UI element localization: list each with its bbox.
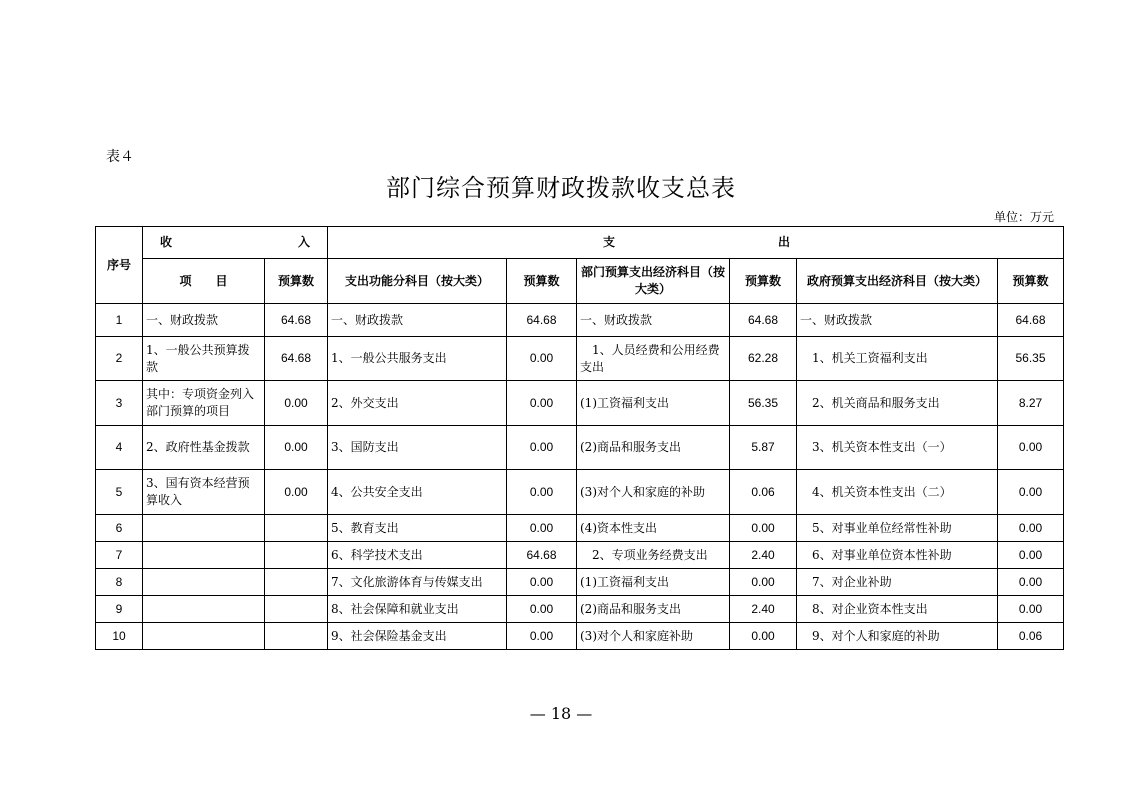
cell-seq: 9: [96, 596, 143, 623]
cell-function-amount: 0.00: [507, 515, 577, 542]
header-func-class: 支出功能分科目（按大类）: [328, 259, 507, 304]
cell-function-amount: 0.00: [507, 596, 577, 623]
cell-gov-econ-item: 8、对企业资本性支出: [797, 596, 998, 623]
cell-function-item: 7、文化旅游体育与传媒支出: [328, 569, 507, 596]
cell-dept-econ-item: (3)对个人和家庭的补助: [577, 470, 730, 515]
cell-function-item: 一、财政拨款: [328, 304, 507, 337]
cell-income-amount: [265, 623, 328, 650]
header-dept-budget: 预算数: [730, 259, 797, 304]
cell-dept-econ-amount: 0.00: [730, 623, 797, 650]
cell-function-item: 5、教育支出: [328, 515, 507, 542]
cell-gov-econ-amount: 0.00: [998, 569, 1064, 596]
income-group-left: 收: [160, 235, 173, 249]
cell-function-item: 4、公共安全支出: [328, 470, 507, 515]
cell-dept-econ-amount: 5.87: [730, 426, 797, 470]
cell-seq: 8: [96, 569, 143, 596]
table-row: [96, 470, 1064, 515]
cell-gov-econ-item: 7、对企业补助: [797, 569, 998, 596]
cell-dept-econ-amount: 0.00: [730, 515, 797, 542]
budget-table: [95, 226, 1064, 650]
cell-income-item: 1、一般公共预算拨款: [143, 337, 265, 381]
header-seq: 序号: [96, 227, 143, 304]
cell-gov-econ-amount: 56.35: [998, 337, 1064, 381]
cell-income-amount: 64.68: [265, 337, 328, 381]
cell-function-amount: 0.00: [507, 623, 577, 650]
cell-income-item: [143, 515, 265, 542]
cell-function-item: 1、一般公共服务支出: [328, 337, 507, 381]
cell-income-item: 其中：专项资金列入部门预算的项目: [143, 381, 265, 426]
cell-gov-econ-item: 4、机关资本性支出（二）: [797, 470, 998, 515]
cell-gov-econ-item: 1、机关工资福利支出: [797, 337, 998, 381]
cell-dept-econ-amount: 0.00: [730, 569, 797, 596]
cell-function-amount: 0.00: [507, 470, 577, 515]
table-row: [96, 337, 1064, 381]
cell-seq: 1: [96, 304, 143, 337]
cell-income-amount: [265, 569, 328, 596]
page-number: — 18 —: [529, 704, 593, 723]
cell-function-amount: 64.68: [507, 304, 577, 337]
cell-dept-econ-item: (1)工资福利支出: [577, 569, 730, 596]
header-row-columns: [96, 259, 1064, 304]
cell-income-amount: [265, 596, 328, 623]
cell-seq: 6: [96, 515, 143, 542]
cell-income-item: 2、政府性基金拨款: [143, 426, 265, 470]
cell-gov-econ-item: 6、对事业单位资本性补助: [797, 542, 998, 569]
cell-gov-econ-amount: 8.27: [998, 381, 1064, 426]
page-title: 部门综合预算财政拨款收支总表: [386, 174, 736, 202]
header-gov-budget: 预算数: [998, 259, 1064, 304]
cell-gov-econ-amount: 0.00: [998, 470, 1064, 515]
cell-seq: 7: [96, 542, 143, 569]
cell-dept-econ-item: (2)商品和服务支出: [577, 596, 730, 623]
cell-income-item: [143, 542, 265, 569]
cell-seq: 3: [96, 381, 143, 426]
cell-seq: 2: [96, 337, 143, 381]
cell-dept-econ-item: 一、财政拨款: [577, 304, 730, 337]
cell-income-amount: [265, 542, 328, 569]
cell-function-item: 3、国防支出: [328, 426, 507, 470]
income-group-right: 入: [297, 235, 310, 249]
table-row: [96, 569, 1064, 596]
cell-dept-econ-amount: 62.28: [730, 337, 797, 381]
cell-gov-econ-item: 9、对个人和家庭的补助: [797, 623, 998, 650]
cell-income-item: 一、财政拨款: [143, 304, 265, 337]
cell-dept-econ-amount: 56.35: [730, 381, 797, 426]
header-row-group: [96, 227, 1064, 259]
cell-gov-econ-amount: 64.68: [998, 304, 1064, 337]
cell-income-amount: 0.00: [265, 381, 328, 426]
cell-seq: 10: [96, 623, 143, 650]
table-row: [96, 542, 1064, 569]
cell-seq: 5: [96, 470, 143, 515]
cell-gov-econ-item: 5、对事业单位经常性补助: [797, 515, 998, 542]
cell-function-amount: 64.68: [507, 542, 577, 569]
cell-function-item: 8、社会保障和就业支出: [328, 596, 507, 623]
table-row: [96, 426, 1064, 470]
cell-function-amount: 0.00: [507, 381, 577, 426]
cell-gov-econ-amount: 0.00: [998, 426, 1064, 470]
cell-gov-econ-amount: 0.00: [998, 515, 1064, 542]
cell-income-item: [143, 623, 265, 650]
cell-income-amount: [265, 515, 328, 542]
expense-group-right: 出: [778, 235, 791, 249]
header-item: 项 目: [143, 259, 265, 304]
cell-gov-econ-item: 一、财政拨款: [797, 304, 998, 337]
table-row: [96, 381, 1064, 426]
cell-gov-econ-amount: 0.06: [998, 623, 1064, 650]
cell-dept-econ-amount: 64.68: [730, 304, 797, 337]
cell-gov-econ-amount: 0.00: [998, 542, 1064, 569]
expense-group-left: 支: [603, 235, 616, 249]
cell-income-amount: 64.68: [265, 304, 328, 337]
cell-dept-econ-item: (2)商品和服务支出: [577, 426, 730, 470]
cell-dept-econ-item: 2、专项业务经费支出: [577, 542, 730, 569]
cell-function-amount: 0.00: [507, 337, 577, 381]
cell-seq: 4: [96, 426, 143, 470]
cell-function-amount: 0.00: [507, 426, 577, 470]
cell-dept-econ-amount: 2.40: [730, 596, 797, 623]
table-row: [96, 515, 1064, 542]
table-row: [96, 596, 1064, 623]
header-func-budget: 预算数: [507, 259, 577, 304]
table-row: [96, 623, 1064, 650]
header-income-group: [143, 227, 328, 259]
header-gov-econ: 政府预算支出经济科目（按大类）: [797, 259, 998, 304]
cell-income-amount: 0.00: [265, 470, 328, 515]
header-dept-econ: 部门预算支出经济科目（按大类）: [577, 259, 730, 304]
cell-income-amount: 0.00: [265, 426, 328, 470]
header-expense-group: [328, 227, 1064, 259]
cell-income-item: [143, 596, 265, 623]
table-row: [96, 304, 1064, 337]
cell-function-item: 9、社会保险基金支出: [328, 623, 507, 650]
cell-income-item: 3、国有资本经营预算收入: [143, 470, 265, 515]
table-number: 表４: [106, 149, 134, 165]
cell-function-amount: 0.00: [507, 569, 577, 596]
cell-dept-econ-item: (3)对个人和家庭补助: [577, 623, 730, 650]
cell-dept-econ-amount: 2.40: [730, 542, 797, 569]
cell-dept-econ-item: (1)工资福利支出: [577, 381, 730, 426]
header-income-budget: 预算数: [265, 259, 328, 304]
cell-gov-econ-item: 3、机关资本性支出（一）: [797, 426, 998, 470]
cell-function-item: 6、科学技术支出: [328, 542, 507, 569]
cell-dept-econ-item: 1、人员经费和公用经费支出: [577, 337, 730, 381]
cell-function-item: 2、外交支出: [328, 381, 507, 426]
cell-gov-econ-amount: 0.00: [998, 596, 1064, 623]
cell-income-item: [143, 569, 265, 596]
cell-dept-econ-amount: 0.06: [730, 470, 797, 515]
cell-gov-econ-item: 2、机关商品和服务支出: [797, 381, 998, 426]
unit-label: 单位：万元: [993, 210, 1054, 224]
cell-dept-econ-item: (4)资本性支出: [577, 515, 730, 542]
